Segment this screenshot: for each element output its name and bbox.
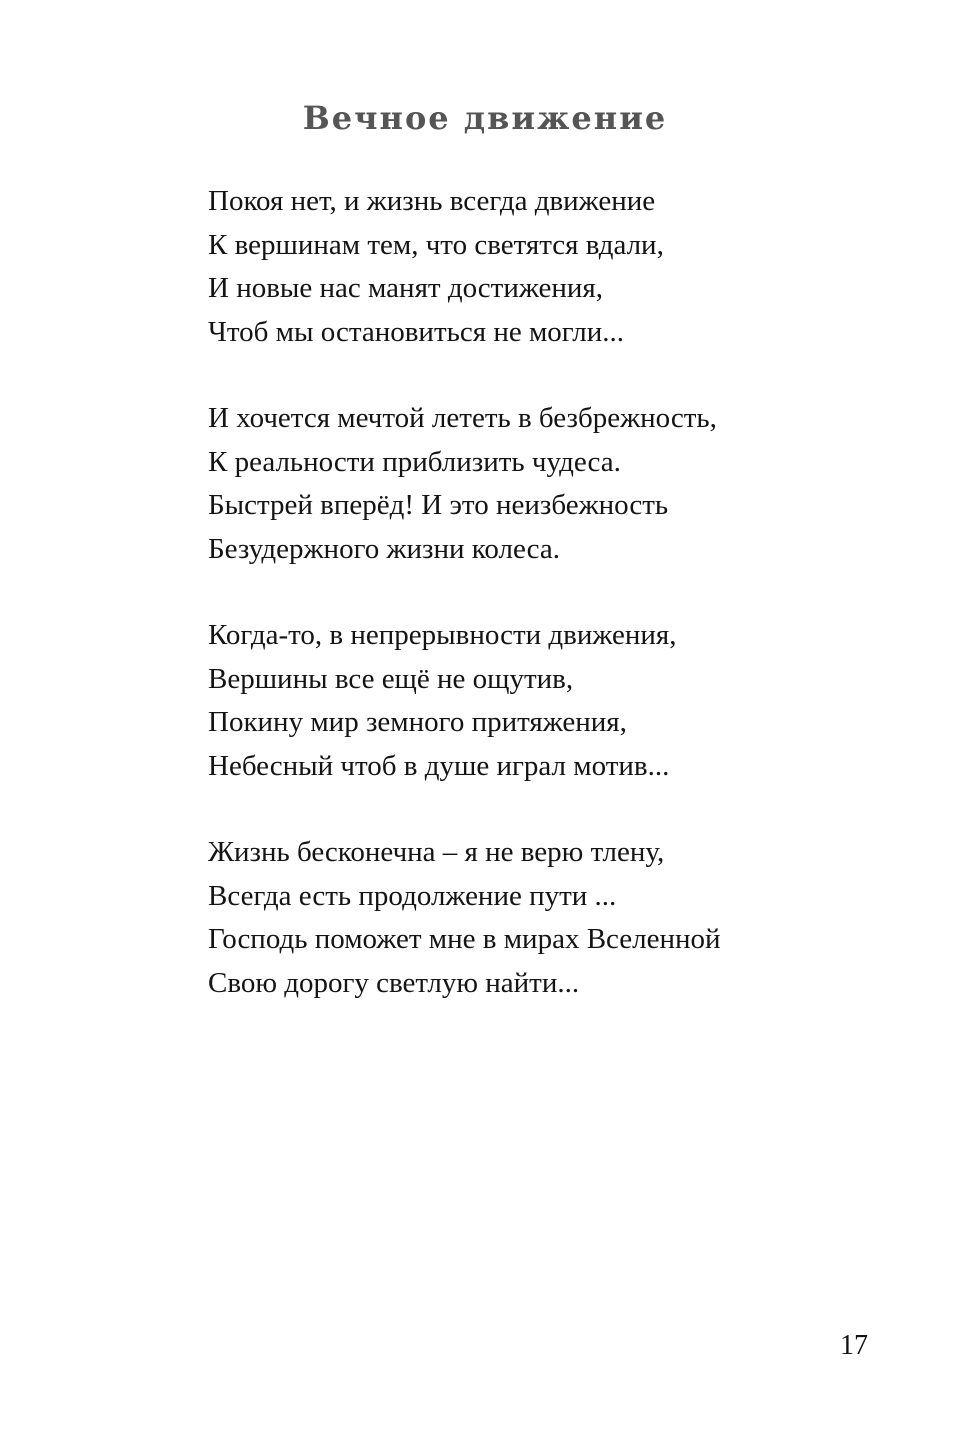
stanza-2	[208, 397, 908, 571]
stanza-1	[208, 180, 908, 354]
poem-line: К реальности приблизить чудеса.	[208, 445, 621, 478]
poem-line: Покину мир земного притяжения,	[208, 706, 627, 738]
poem-line: И хочется мечтой лететь в безбрежность,	[208, 402, 717, 434]
poem-line: Небесный чтоб в душе играл мотив...	[208, 749, 670, 782]
poem-line: Безудержного жизни колеса.	[208, 532, 560, 565]
stanza-4	[208, 831, 908, 1005]
poem-line: Свою дорогу светлую найти...	[208, 966, 580, 999]
page-number: 17	[840, 1330, 868, 1361]
poem-title: Вечное движение	[302, 99, 668, 137]
stanza-3	[208, 614, 908, 788]
poem-line: Господь поможет мне в мирах Вселенной	[208, 923, 721, 955]
poem-body	[208, 180, 908, 1048]
poem-line: Чтоб мы остановиться не могли...	[208, 315, 624, 348]
poem-line: Всегда есть продолжение пути ...	[208, 879, 617, 912]
poem-line: Жизнь бесконечна – я не верю тлену,	[208, 836, 665, 868]
poem-line: К вершинам тем, что светятся вдали,	[208, 228, 664, 261]
poem-line: Покоя нет, и жизнь всегда движение	[208, 185, 656, 217]
poem-line: Когда-то, в непрерывности движения,	[208, 619, 677, 651]
poem-line: И новые нас манят достижения,	[208, 272, 604, 304]
poem-line: Вершины все ещё не ощутив,	[208, 662, 574, 695]
poem-line: Быстрей вперёд! И это неизбежность	[208, 489, 669, 521]
